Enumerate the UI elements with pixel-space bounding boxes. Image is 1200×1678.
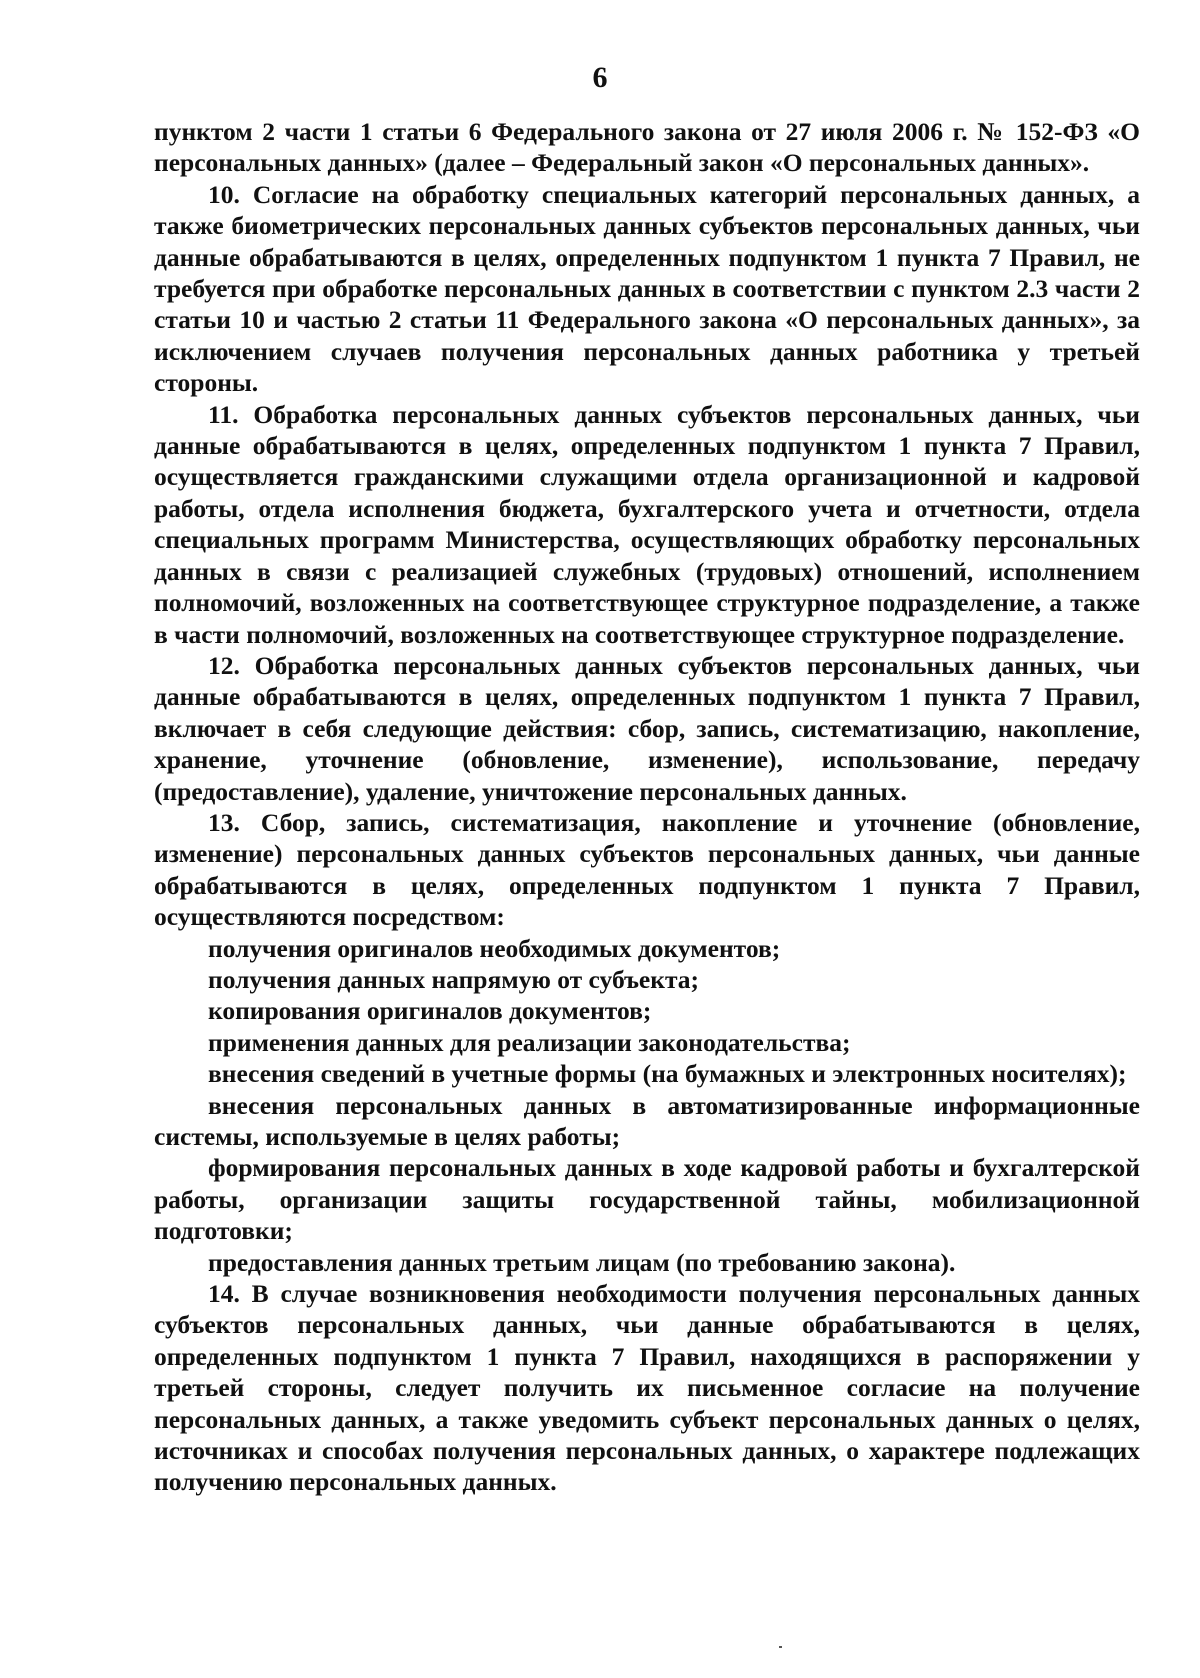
document-body (154, 116, 1140, 1498)
paragraph-10: 10. Согласие на обработку специальных категорий персональных данных, а также биометрических персональных данных субъектов персональных данных, чьи данные обрабатываются в целях, определенных подпунктом 1 пункта 7 Правил, не требуется при обработке персональных данных в соответствии с пунктом 2.3 части 2 статьи 10 и частью 2 статьи 11 Федерального закона «О персональных данных», за исключением случаев получения персональных данных работника у третьей стороны. (154, 179, 1140, 398)
paragraph-11: 11. Обработка персональных данных субъектов персональных данных, чьи данные обрабатываются в целях, определенных подпунктом 1 пункта 7 Правил, осуществляется гражданскими служащими отдела организационной и кадровой работы, отдела исполнения бюджета, бухгалтерского учета и отчетности, отдела специальных программ Министерства, осуществляющих обработку персональных данных в связи с реализацией служебных (трудовых) отношений, исполнением полномочий, возложенных на соответствующее структурное подразделение, а также в части полномочий, возложенных на соответствующее структурное подразделение. (154, 399, 1140, 649)
page-number: 6 (592, 61, 608, 94)
list-item: получения оригиналов необходимых документов; (208, 933, 781, 963)
list-item: формирования персональных данных в ходе кадровой работы и бухгалтерской работы, организации защиты государственной тайны, мобилизационной подготовки; (154, 1153, 1140, 1246)
list-item: применения данных для реализации законодательства; (208, 1027, 851, 1057)
list-item: получения данных напрямую от субъекта; (208, 964, 700, 994)
paragraph-14: 14. В случае возникновения необходимости получения персональных данных субъектов персональных данных, чьи данные обрабатываются в целях, определенных подпунктом 1 пункта 7 Правил, находящихся в распоряжении у третьей стороны, следует получить их письменное согласие на получение персональных данных, а также уведомить субъект персональных данных о целях, источниках и способах получения персональных данных, о характере подлежащих получению персональных данных. (154, 1279, 1140, 1497)
list-item: предоставления данных третьим лицам (по требованию закона). (208, 1247, 956, 1277)
paragraph-12: 12. Обработка персональных данных субъектов персональных данных, чьи данные обрабатываются в целях, определенных подпунктом 1 пункта 7 Правил, включает в себя следующие действия: сбор, запись, систематизацию, накопление, хранение, уточнение (обновление, изменение), использование, передачу (предоставление), удаление, уничтожение персональных данных. (154, 650, 1140, 806)
scan-artifact-dot (779, 1646, 782, 1648)
list-item: копирования оригиналов документов; (208, 996, 652, 1026)
list-item: внесения сведений в учетные формы (на бумажных и электронных носителях); (208, 1059, 1127, 1089)
paragraph-continuation: пунктом 2 части 1 статьи 6 Федерального закона от 27 июля 2006 г. № 152-ФЗ «О персональных данных» (далее – Федеральный закон «О персональных данных». (154, 117, 1140, 178)
paragraph-13: 13. Сбор, запись, систематизация, накопление и уточнение (обновление, изменение) персональных данных субъектов персональных данных, чьи данные обрабатываются в целях, определенных подпунктом 1 пункта 7 Правил, осуществляются посредством: (154, 807, 1140, 932)
list-item: внесения персональных данных в автоматизированные информационные системы, используемые в целях работы; (154, 1090, 1140, 1151)
